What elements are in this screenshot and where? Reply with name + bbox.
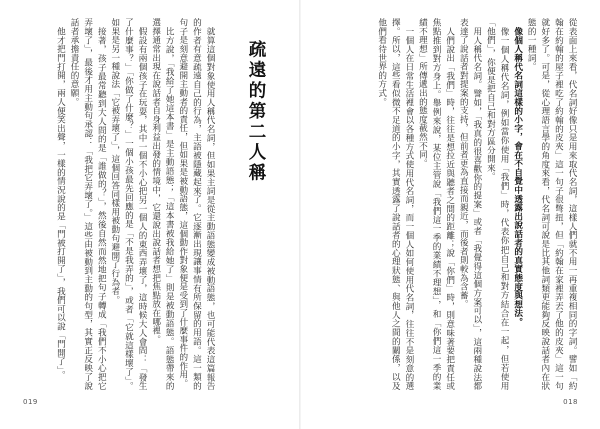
right-paragraph: 從表面上來看，代名詞好像只是用來取代名詞，這樣人們就不用一再重複相同的字詞。譬如「約翰在約翰的屋子裡吃了約翰的皮夾」這一句子很彆扭，但「約翰在家裡弄丟了他的皮夾」這一句就好多了。可是，從心理語言學的角度來看，代名詞可說是比其他詞類更能夠反映說話者內在狀態的一種詞。 bbox=[526, 18, 577, 390]
chapter-heading: 疏遠的第二人稱 bbox=[246, 40, 266, 184]
emphasis-sentence: 像個人稱代名詞這樣的小字，會在不自覺中透露出說話者的真實態度與想法。 bbox=[512, 26, 523, 326]
left-paragraph: 就算這個對象使用人稱代名詞，但如果主詞是從主動語態變成被動語態，也可能代表這篇報告的作者有意疏遠自己的行為，主語被隱藏起來了。它逐漸出現讓事情有所保留的用語。這一類的句子是刻意避開主動者的責任，但如果是被動語態，這個動作對象便是受到了什麼事件的作用。 bbox=[177, 18, 215, 390]
right-paragraph: 一個人在日常生活裡會以各種方式使用代名詞，而一個人如何使用代名詞，往往不是刻意的選擇。所以，這些看似微不足道的小字，其實透露了說話者的心理狀態、與他人之間的關係，以及他們看待世界的方式。 bbox=[376, 18, 414, 390]
left-page bbox=[0, 0, 299, 429]
right-paragraph: 像一個人稱代名詞，例如當你使用「我們」時，代表你把自己和對方結合在一起，但若使用「他們」，你便是把自己和對方區分開來。 bbox=[485, 18, 510, 390]
left-paragraph: 比方說，「我給了她這本書」是主動語態；「這本書被我給她了」則是被動語態。語態帶來的選擇通常出現在說話者自身利益出發的情境中，它還說出說話者想把焦點放在哪裡。 bbox=[150, 18, 175, 390]
right-paragraph: 用人稱代名詞。譬如，「我真的很喜歡你的提案」或者「我覺得這個方案可以」，這兩種說法都表達了說話者對提案的支持，但前者更為直接而親近，而後者則較為含蓄。 bbox=[458, 18, 482, 390]
left-paragraph: 接著，孩子最常聽到大人問的是「誰做的？」，然後自然而然地把句子轉成「我們不小心把它弄壞了」，最後才用主動句承認：「我把它弄壞了。」這些由被動到主動的句型，其實正反映了說話者承擔責任的意願。 bbox=[69, 18, 107, 390]
right-body-text bbox=[324, 18, 578, 390]
left-paragraph: 他才把門打開，兩人便笑出聲，一樣的情況說的是「門被打開了」，我們可以說「門開了」。 bbox=[55, 26, 66, 379]
page-number-right: 018 bbox=[563, 398, 578, 406]
right-paragraph: 人們說出「我們」時，往往是想拉近與聽者之間的距離；說「你們」時，則意味著要把責任或焦點推到對方身上。舉例來說，某位主管說「我們這一季的業績不理想」，和「你們這一季的業績不理想」所傳遞出的態度截然不同。 bbox=[417, 18, 455, 390]
left-paragraph: 假設有兩個孩子在玩耍，其中一個不小心把另一個人的東西弄壞了，這時候大人會問：「發生了什麼事？」「你做了什麼？」一個小孩最先回應的是「不是我弄的」，或者「它就這樣壞了」。如果是另一種說法「它被弄壞了」，這個回答同樣用被動句避開了行為者。 bbox=[109, 18, 148, 390]
left-body-text bbox=[36, 18, 216, 390]
right-page bbox=[301, 0, 600, 429]
page-number-left: 019 bbox=[23, 398, 38, 406]
